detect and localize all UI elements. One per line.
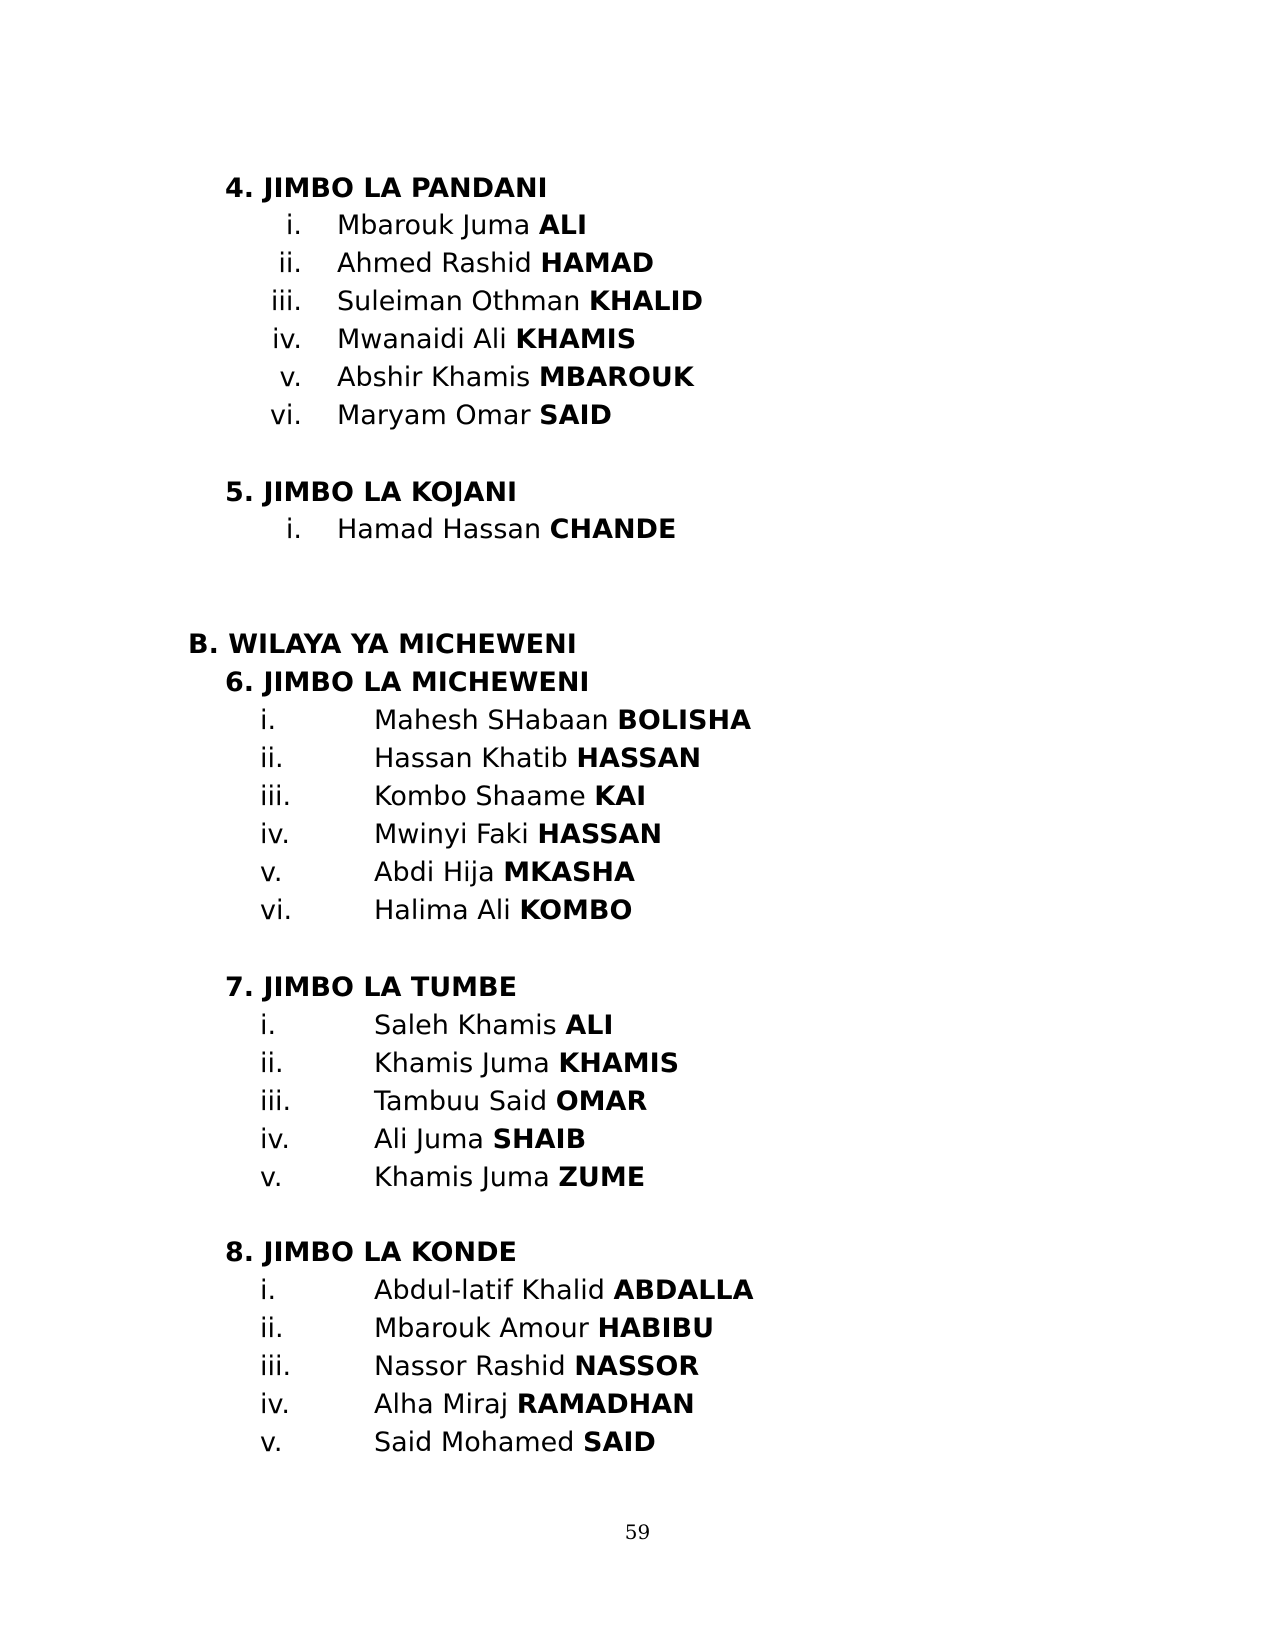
member-name [337,359,694,397]
given-name: Khamis Juma [374,1048,550,1079]
list-numeral: i. [260,1275,277,1306]
member-name [374,1424,656,1462]
list-numeral: iv. [260,819,290,850]
member-name [337,245,654,283]
surname: KHAMIS [558,1048,680,1079]
list-numeral: iii. [260,781,292,812]
member-name [337,321,636,359]
member-name [374,1045,679,1083]
member-name [374,1310,714,1348]
given-name: Nassor Rashid [374,1351,566,1382]
member-name [374,1272,754,1310]
list-numeral: iv. [272,324,302,355]
member-name [374,778,646,816]
list-numeral: v. [279,362,302,393]
list-numeral: ii. [260,1048,284,1079]
surname: KOMBO [519,895,633,926]
surname: MBAROUK [538,362,694,393]
list-numeral: i. [285,514,302,545]
member-name [374,1159,645,1197]
surname: HABIBU [597,1313,715,1344]
member-name [374,854,635,892]
list-numeral: i. [260,1010,277,1041]
given-name: Mahesh SHabaan [374,705,609,736]
list-numeral: ii. [260,743,284,774]
given-name: Maryam Omar [337,400,531,431]
given-name: Mwinyi Faki [374,819,529,850]
surname: OMAR [555,1086,648,1117]
surname: HASSAN [576,743,702,774]
given-name: Mwanaidi Ali [337,324,507,355]
surname: KHALID [588,286,703,317]
given-name: Suleiman Othman [337,286,581,317]
member-name [374,892,632,930]
section-heading-konde: 8. JIMBO LA KONDE [225,1237,517,1268]
surname: RAMADHAN [516,1389,695,1420]
list-numeral: ii. [278,248,302,279]
given-name: Tambuu Said [374,1086,548,1117]
given-name: Ali Juma [374,1124,484,1155]
list-numeral: i. [260,705,277,736]
given-name: Khamis Juma [374,1162,550,1193]
list-numeral: iii. [260,1086,292,1117]
member-name [374,816,662,854]
surname: ZUME [558,1162,646,1193]
list-numeral: i. [285,210,302,241]
section-heading-micheweni: 6. JIMBO LA MICHEWENI [225,667,590,698]
given-name: Hamad Hassan [337,514,542,545]
section-heading-kojani: 5. JIMBO LA KOJANI [225,477,518,508]
member-name [337,511,676,549]
given-name: Abdi Hija [374,857,495,888]
list-numeral: vi. [269,400,302,431]
surname: KHAMIS [515,324,637,355]
list-numeral: v. [260,857,283,888]
member-name [374,1083,647,1121]
given-name: Alha Miraj [374,1389,509,1420]
list-numeral: vi. [260,895,293,926]
surname: KAI [594,781,647,812]
given-name: Said Mohamed [374,1427,575,1458]
list-numeral: v. [260,1427,283,1458]
member-name [374,1007,613,1045]
surname: ALI [565,1010,614,1041]
section-heading-pandani: 4. JIMBO LA PANDANI [225,173,548,204]
surname: HASSAN [537,819,663,850]
list-numeral: ii. [260,1313,284,1344]
member-name [374,702,751,740]
surname: HAMAD [540,248,655,279]
page-number: 59 [624,1520,651,1544]
given-name: Saleh Khamis [374,1010,557,1041]
member-name [374,1348,699,1386]
given-name: Ahmed Rashid [337,248,532,279]
surname: BOLISHA [617,705,751,736]
district-heading: B. WILAYA YA MICHEWENI [188,629,577,660]
surname: SHAIB [492,1124,587,1155]
given-name: Kombo Shaame [374,781,586,812]
given-name: Mbarouk Amour [374,1313,589,1344]
member-name [374,1121,586,1159]
member-name [337,207,587,245]
surname: NASSOR [574,1351,700,1382]
list-numeral: iii. [260,1351,292,1382]
member-name [374,1386,695,1424]
surname: SAID [583,1427,656,1458]
surname: MKASHA [503,857,635,888]
given-name: Abshir Khamis [337,362,531,393]
section-heading-tumbe: 7. JIMBO LA TUMBE [225,972,518,1003]
surname: SAID [539,400,612,431]
member-name [337,397,612,435]
list-numeral: v. [260,1162,283,1193]
surname: CHANDE [549,514,677,545]
given-name: Hassan Khatib [374,743,568,774]
member-name [374,740,701,778]
surname: ABDALLA [613,1275,754,1306]
list-numeral: iii. [270,286,302,317]
list-numeral: iv. [260,1389,290,1420]
list-numeral: iv. [260,1124,290,1155]
given-name: Halima Ali [374,895,511,926]
member-name [337,283,703,321]
given-name: Mbarouk Juma [337,210,531,241]
given-name: Abdul-latif Khalid [374,1275,605,1306]
surname: ALI [538,210,588,241]
